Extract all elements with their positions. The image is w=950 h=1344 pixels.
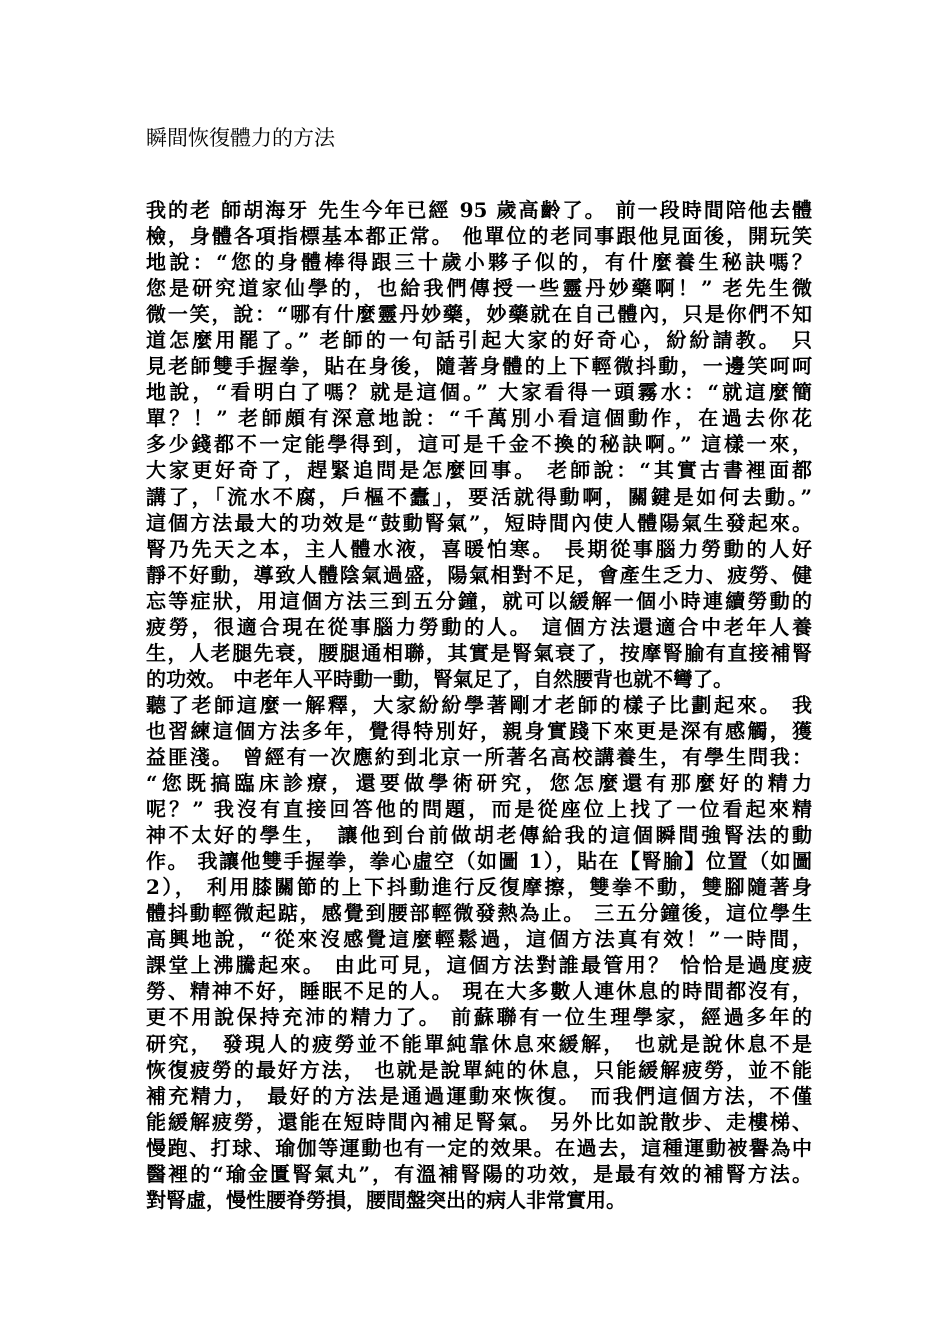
text-line: 檢，身體各項指標基本都正常。 他單位的老同事跟他見面後，開玩笑 [146, 224, 812, 249]
text-line: 作。 我讓他雙手握拳，拳心虛空（如圖 1），貼在【腎腧】位置（如圖 [146, 849, 812, 874]
text-line: 神不太好的學生， 讓他到台前做胡老傳給我的這個瞬間強腎法的動 [146, 823, 812, 848]
text-line: 微一笑，說：“哪有什麼靈丹妙藥，妙藥就在自己體內，只是你們不知 [146, 302, 812, 327]
text-line: 補充精力， 最好的方法是通過運動來恢復。 而我們這個方法，不僅 [146, 1083, 812, 1108]
text-line: 高興地說，“從來沒感覺這麼輕鬆過，這個方法真有效！”一時間， [146, 927, 812, 952]
text-line: 益匪淺。 曾經有一次應約到北京一所著名高校講養生，有學生問我： [146, 744, 812, 769]
text-line: 能緩解疲勞，還能在短時間內補足腎氣。 另外比如說散步、走樓梯、 [146, 1109, 812, 1134]
document-title: 瞬間恢復體力的方法 [146, 126, 335, 150]
text-line: 見老師雙手握拳，貼在身後，隨著身體的上下輕微抖動，一邊笑呵呵 [146, 354, 812, 379]
document-body [146, 197, 812, 1213]
text-line: “您既搞臨床診療，還要做學術研究，您怎麼還有那麼好的精力 [146, 771, 812, 796]
text-line: 醫裡的“瑜金匱腎氣丸”，有溫補腎陽的功效，是最有效的補腎方法。 [146, 1161, 812, 1186]
text-line: 疲勞，很適合現在從事腦力勞動的人。 這個方法還適合中老年人養 [146, 614, 812, 639]
text-line: 多少錢都不一定能學得到，這可是千金不換的秘訣啊。” 這樣一來， [146, 432, 812, 457]
text-line: 單？！” 老師頗有深意地說：“千萬別小看這個動作，在過去你花 [146, 406, 812, 431]
text-line: 靜不好動，導致人體陰氣過盛，陽氣相對不足，會產生乏力、疲勞、健 [146, 562, 812, 587]
text-line: 講了，「流水不腐，戶樞不蠹」，要活就得動啊，關鍵是如何去動。” [146, 484, 812, 509]
text-line: 也習練這個方法多年，覺得特別好，親身實踐下來更是深有感觸，獲 [146, 718, 812, 743]
text-line: 2）， 利用膝關節的上下抖動進行反復摩擦，雙拳不動，雙腳隨著身 [146, 875, 812, 900]
text-line: 地說：“您的身體棒得跟三十歲小夥子似的，有什麼養生秘訣嗎？ [146, 250, 812, 275]
text-line: 勞、精神不好，睡眠不足的人。 現在大多數人連休息的時間都沒有， [146, 979, 812, 1004]
text-line: 對腎虛，慢性腰脊勞損，腰間盤突出的病人非常實用。 [146, 1187, 626, 1212]
text-line: 我的老 師胡海牙 先生今年已經 95 歲高齡了。 前一段時間陪他去體 [146, 198, 812, 222]
text-line: 慢跑、打球、瑜伽等運動也有一定的效果。在過去，這種運動被譽為中 [146, 1135, 812, 1160]
text-line: 您是研究道家仙學的，也給我們傳授一些靈丹妙藥啊！” 老先生微 [146, 276, 812, 301]
text-line: 呢？” 我沒有直接回答他的問題，而是從座位上找了一位看起來精 [146, 797, 812, 822]
text-line: 地說，“看明白了嗎？就是這個。” 大家看得一頭霧水：“就這麼簡 [146, 380, 812, 405]
text-line: 研究， 發現人的疲勞並不能單純靠休息來緩解， 也就是說休息不是 [146, 1031, 812, 1056]
text-line: 恢復疲勞的最好方法， 也就是說單純的休息，只能緩解疲勞，並不能 [146, 1057, 812, 1082]
text-line: 聽了老師這麼一解釋，大家紛紛學著剛才老師的樣子比劃起來。 我 [146, 692, 812, 717]
text-line: 忘等症狀，用這個方法三到五分鐘，就可以緩解一個小時連續勞動的 [146, 588, 812, 613]
text-line: 的功效。 中老年人平時動一動，腎氣足了，自然腰背也就不彎了。 [146, 666, 733, 691]
text-line: 這個方法最大的功效是“鼓動腎氣”，短時間內使人體陽氣生發起來。 [146, 510, 812, 535]
text-line: 課堂上沸騰起來。 由此可見，這個方法對誰最管用？ 恰恰是過度疲 [146, 953, 812, 978]
text-line: 腎乃先天之本，主人體水液，喜暖怕寒。 長期從事腦力勞動的人好 [146, 536, 812, 561]
text-line: 道怎麼用罷了。” 老師的一句話引起大家的好奇心，紛紛請教。 只 [146, 328, 812, 353]
text-line: 體抖動輕微起踮，感覺到腰部輕微發熱為止。 三五分鐘後，這位學生 [146, 901, 812, 926]
text-line: 大家更好奇了，趕緊追問是怎麼回事。 老師說：“其實古書裡面都 [146, 458, 812, 483]
text-line: 生，人老腿先衰，腰腿通相聯，其實是腎氣衰了，按摩腎腧有直接補腎 [146, 640, 812, 665]
text-line: 更不用說保持充沛的精力了。 前蘇聯有一位生理學家，經過多年的 [146, 1005, 812, 1030]
